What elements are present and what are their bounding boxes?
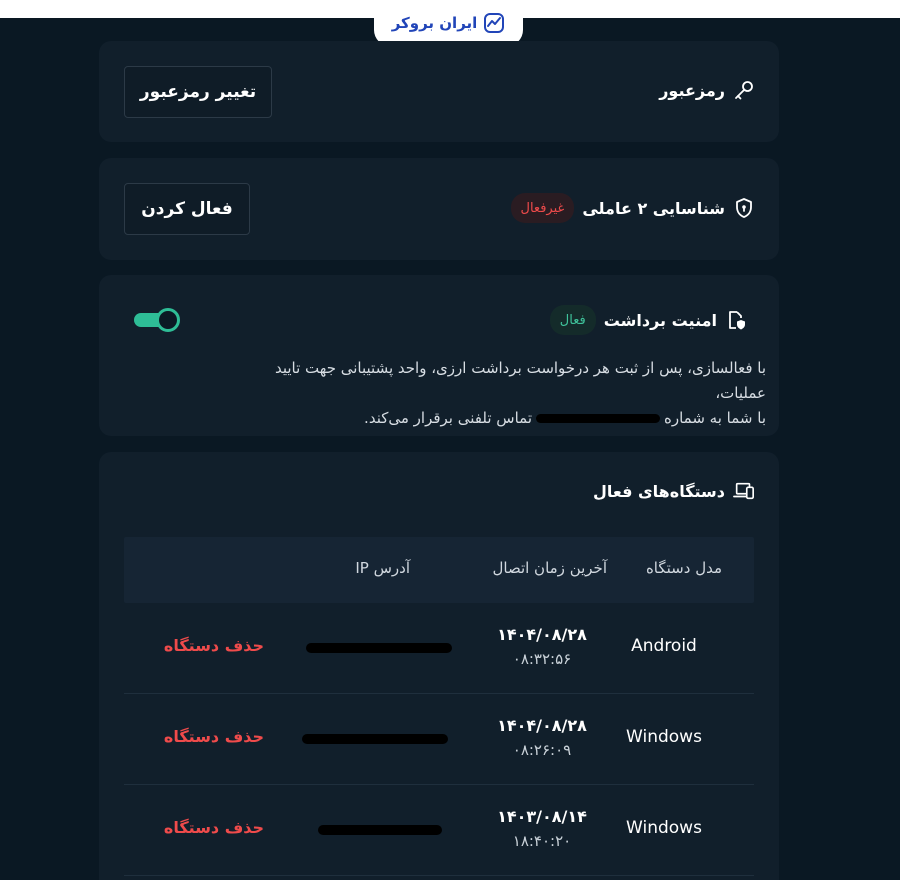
active-devices-title: دستگاه‌های فعال (593, 481, 725, 501)
redacted-ip-address (306, 643, 452, 653)
description-line-2: با شما به شمارهتماس تلفنی برقرار می‌کند. (364, 409, 766, 427)
last-connection (480, 623, 604, 671)
device-model: Windows (626, 818, 702, 838)
devices-table-header (124, 537, 754, 603)
device-model: Windows (626, 727, 702, 747)
last-connection-date: ۱۴۰۴/۰۸/۲۸ (497, 625, 587, 644)
last-connection-time: ۱۸:۴۰:۲۰ (512, 832, 572, 850)
withdrawal-title: امنیت برداشت (603, 310, 717, 330)
column-header-device: مدل دستگاه (645, 559, 722, 577)
devices-icon (733, 480, 755, 502)
enable-2fa-button[interactable]: فعال کردن (124, 183, 250, 235)
table-row (124, 785, 754, 876)
toggle-knob (156, 308, 180, 332)
shield-icon (733, 197, 755, 219)
logo-text: ایران بروکر (391, 14, 478, 32)
key-icon (733, 79, 755, 101)
file-shield-icon (725, 309, 747, 331)
delete-device-button[interactable]: حذف دستگاه (163, 727, 265, 746)
column-header-last-connection: آخرین زمان اتصال (492, 559, 607, 577)
redacted-ip-address (302, 734, 448, 744)
last-connection-date: ۱۴۰۴/۰۸/۲۸ (497, 716, 587, 735)
description-line-1: با فعالسازی، پس از ثبت هر درخواست برداشت ارزی، واحد پشتیبانی جهت تایید عملیات، (274, 359, 766, 402)
change-password-button[interactable]: تغییر رمزعبور (124, 66, 272, 118)
withdrawal-description (246, 356, 766, 431)
status-badge-inactive: غیرفعال (511, 193, 575, 223)
brand-logo[interactable] (374, 0, 523, 46)
two-factor-title: شناسایی ۲ عاملی (582, 198, 725, 218)
column-header-ip: آدرس IP (355, 559, 410, 577)
last-connection-time: ۰۸:۳۲:۵۶ (512, 650, 572, 668)
redacted-ip-address (318, 825, 442, 835)
two-factor-title-group (511, 193, 755, 223)
status-badge-active: فعال (550, 305, 596, 335)
table-row (124, 694, 754, 785)
table-row (124, 603, 754, 694)
delete-device-button[interactable]: حذف دستگاه (163, 818, 265, 837)
delete-device-button[interactable]: حذف دستگاه (163, 636, 265, 655)
active-devices-title-group (593, 480, 755, 502)
password-title-group (659, 79, 755, 101)
last-connection-date: ۱۴۰۳/۰۸/۱۴ (497, 807, 587, 826)
device-model: Android (631, 636, 697, 656)
last-connection (480, 714, 604, 762)
last-connection (480, 805, 604, 853)
withdrawal-security-toggle[interactable] (134, 307, 180, 333)
redacted-phone-number (536, 414, 660, 423)
withdrawal-title-group (550, 305, 747, 335)
password-title: رمزعبور (659, 80, 725, 100)
last-connection-time: ۰۸:۲۶:۰۹ (512, 741, 572, 759)
chart-trend-icon (483, 12, 505, 34)
